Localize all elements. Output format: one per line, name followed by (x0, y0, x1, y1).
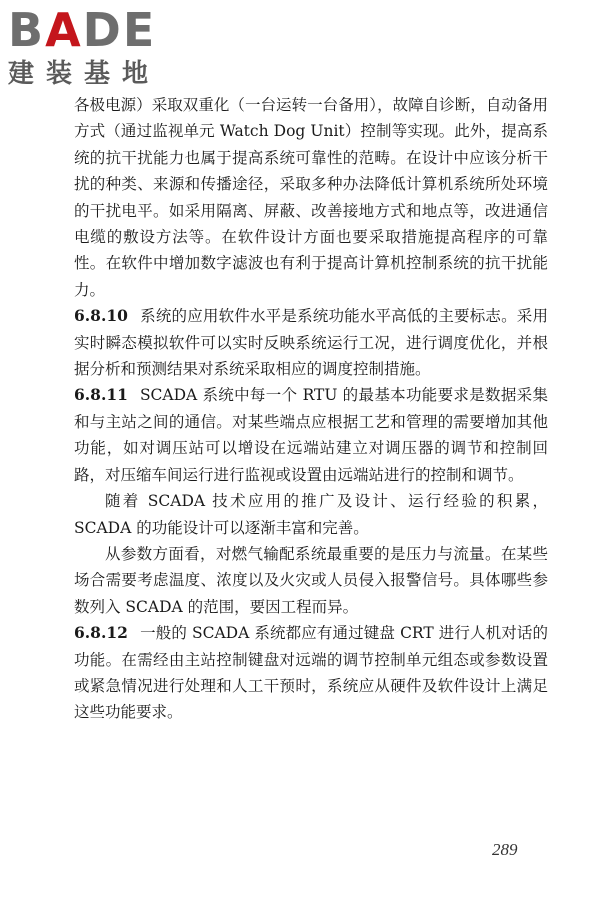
logo-letter-a: A (45, 3, 83, 57)
paragraph (74, 541, 548, 620)
section-number: 6.8.12 (74, 623, 128, 643)
section-paragraph (74, 620, 548, 726)
logo-letters-de: DE (82, 3, 157, 57)
paragraph (74, 92, 548, 303)
section-number: 6.8.10 (74, 306, 128, 326)
section-paragraph (74, 382, 548, 488)
paragraph-text: SCADA 系统中每一个 RTU 的最基本功能要求是数据采集和与主站之间的通信。对某些端点应根据工艺和管理的需要增加其他功能，如对调压站可以增设在远端站建立对调压器的调节和控制回路，对压缩车间运行进行监视或设置由远端站进行的控制和调节。 (74, 386, 548, 484)
logo-letter-b: B (8, 3, 46, 57)
logo-subtitle: 建装基地 (8, 59, 161, 89)
section-paragraph (74, 303, 548, 382)
paragraph-text: 从参数方面看，对燃气输配系统最重要的是压力与流量。在某些场合需要考虑温度、浓度以及火灾或人员侵入报警信号。具体哪些参数列入 SCADA 的范围，要因工程而异。 (74, 544, 548, 616)
bade-logo (8, 3, 183, 90)
paragraph (74, 488, 548, 541)
paragraph-text: 一般的 SCADA 系统都应有通过键盘 CRT 进行人机对话的功能。在需经由主站控制键盘对远端的调节控制单元组态或参数设置或紧急情况进行处理和人工干预时，系统应从硬件及软件设计上满足这些功能要求。 (74, 624, 548, 722)
section-number: 6.8.11 (74, 385, 128, 405)
paragraph-text: 随着 SCADA 技术应用的推广及设计、运行经验的积累，SCADA 的功能设计可以逐渐丰富和完善。 (74, 492, 548, 537)
paragraph-text: 各极电源）采取双重化（一台运转一台备用），故障自诊断，自动备用方式（通过监视单元 Watch Dog Unit）控制等实现。此外，提高系统的抗干扰能力也属于提高系统可靠性的范畴。在设计中应该分析干扰的种类、来源和传播途径，采取多种办法降低计算机系统所处环境的干扰电平。如采用隔离、屏蔽、改善接地方式和地点等，改进通信电缆的敷设方法等。在软件设计方面也要采取措施提高程序的可靠性。在软件中增加数字滤波也有利于提高计算机控制系统的抗干扰能力。 (74, 96, 548, 299)
logo-wordmark (8, 3, 183, 57)
paragraph-text: 系统的应用软件水平是系统功能水平高低的主要标志。采用实时瞬态模拟软件可以实时反映系统运行工况，进行调度优化，并根据分析和预测结果对系统采取相应的调度控制措施。 (74, 307, 548, 379)
body-text (74, 92, 548, 726)
page-number: 289 (492, 840, 518, 859)
